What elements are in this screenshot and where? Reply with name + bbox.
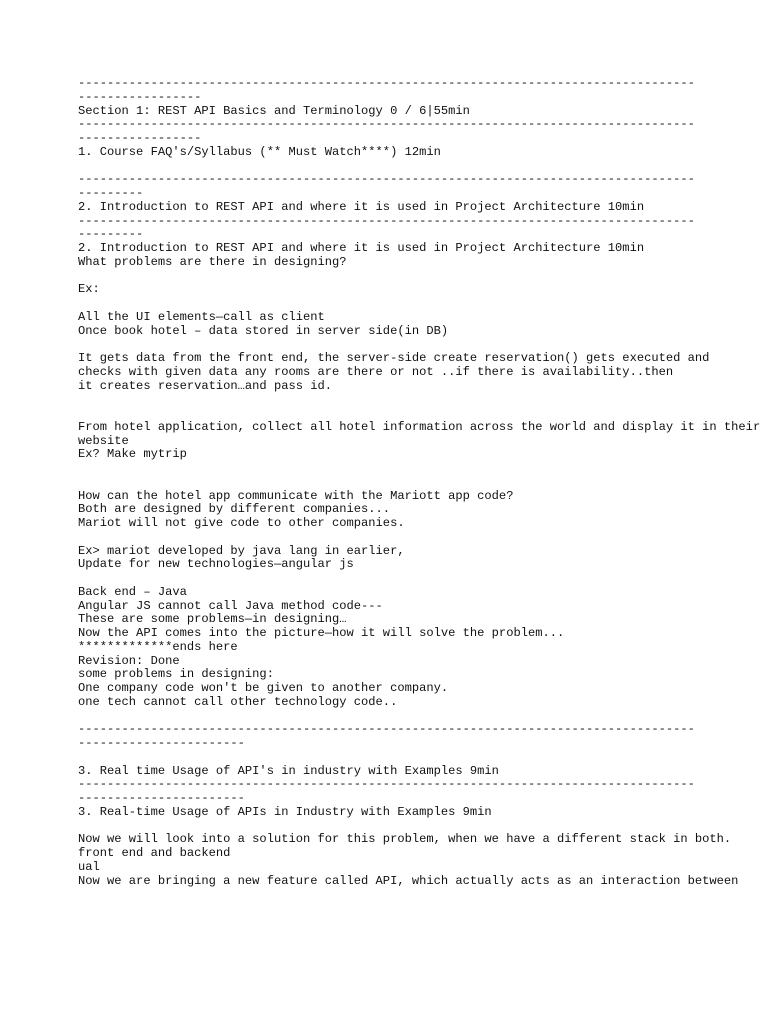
divider-line: --------- (78, 227, 144, 242)
text-line: Update for new technologies—angular js (78, 557, 354, 572)
divider-line: ----------------------- (78, 736, 245, 750)
section-heading: Section 1: REST API Basics and Terminology 0 / 6|55min (78, 103, 470, 118)
text-line: Both are designed by different companies... (78, 502, 391, 517)
document-page (78, 77, 768, 888)
text-line: Back end – Java (78, 584, 187, 599)
text-line: Now we are bringing a new feature called API, which actually acts as an interaction between (78, 873, 739, 888)
blank-line (78, 297, 768, 311)
text-line: Now the API comes into the picture—how it will solve the problem... (78, 626, 565, 640)
text-line: *************ends here (78, 639, 238, 654)
text-line: it creates reservation…and pass id. (78, 378, 333, 393)
blank-line (78, 338, 768, 352)
blank-line (78, 820, 768, 834)
text-line: Revision: Done (78, 653, 180, 668)
blank-line (78, 462, 768, 476)
text-line: Mariot will not give code to other companies. (78, 516, 405, 530)
text-line: From hotel application, collect all hotel information across the world and display it in their (78, 419, 761, 434)
blank-line (78, 751, 768, 765)
text-line: What problems are there in designing? (78, 254, 347, 269)
text-line: ual (78, 859, 100, 874)
text-line: How can the hotel app communicate with the Mariott app code? (78, 488, 514, 503)
blank-line (78, 531, 768, 545)
lecture-heading: 3. Real-time Usage of APIs in Industry with Examples 9min (78, 804, 492, 819)
lecture-heading: 1. Course FAQ's/Syllabus (** Must Watch****) 12min (78, 144, 441, 159)
divider-line: ------------------------------------------------------------------------------------- (78, 76, 695, 90)
divider-line: ----------------------- (78, 791, 245, 805)
text-line: One company code won't be given to another company. (78, 681, 449, 695)
text-line: All the UI elements—call as client (78, 309, 325, 324)
text-line: Ex? Make mytrip (78, 447, 187, 462)
text-line: Once book hotel – data stored in server side(in DB) (78, 323, 449, 338)
lecture-heading: 2. Introduction to REST API and where it is used in Project Architecture 10min (78, 199, 645, 214)
blank-line (78, 572, 768, 586)
divider-line: --------- (78, 186, 144, 200)
text-line: Ex: (78, 282, 100, 297)
divider-line: ------------------------------------------------------------------------------------- (78, 213, 695, 228)
blank-line (78, 270, 768, 284)
text-line: Angular JS cannot call Java method code--- (78, 598, 383, 613)
blank-line (78, 160, 768, 174)
divider-line: ----------------- (78, 89, 202, 104)
text-line: It gets data from the front end, the server-side create reservation() gets executed and (78, 351, 710, 365)
text-line: front end and backend (78, 846, 231, 860)
lecture-heading: 2. Introduction to REST API and where it is used in Project Architecture 10min (78, 241, 645, 255)
divider-line: ------------------------------------------------------------------------------------- (78, 722, 695, 737)
lecture-heading: 3. Real time Usage of API's in industry with Examples 9min (78, 763, 499, 778)
blank-line (78, 393, 768, 407)
divider-line: ------------------------------------------------------------------------------------- (78, 117, 695, 132)
text-line: Ex> mariot developed by java lang in earlier, (78, 543, 405, 558)
text-line: These are some problems—in designing… (78, 612, 347, 627)
text-line: checks with given data any rooms are there or not ..if there is availability..then (78, 364, 674, 379)
blank-line (78, 407, 768, 421)
blank-line (78, 476, 768, 490)
divider-line: ----------------- (78, 131, 202, 145)
text-line: some problems in designing: (78, 667, 274, 682)
text-line: one tech cannot call other technology code.. (78, 694, 398, 709)
divider-line: ------------------------------------------------------------------------------------- (78, 172, 695, 187)
text-line: website (78, 433, 129, 448)
divider-line: ------------------------------------------------------------------------------------- (78, 777, 695, 792)
blank-line (78, 710, 768, 724)
text-line: Now we will look into a solution for this problem, when we have a different stack in both. (78, 832, 732, 847)
